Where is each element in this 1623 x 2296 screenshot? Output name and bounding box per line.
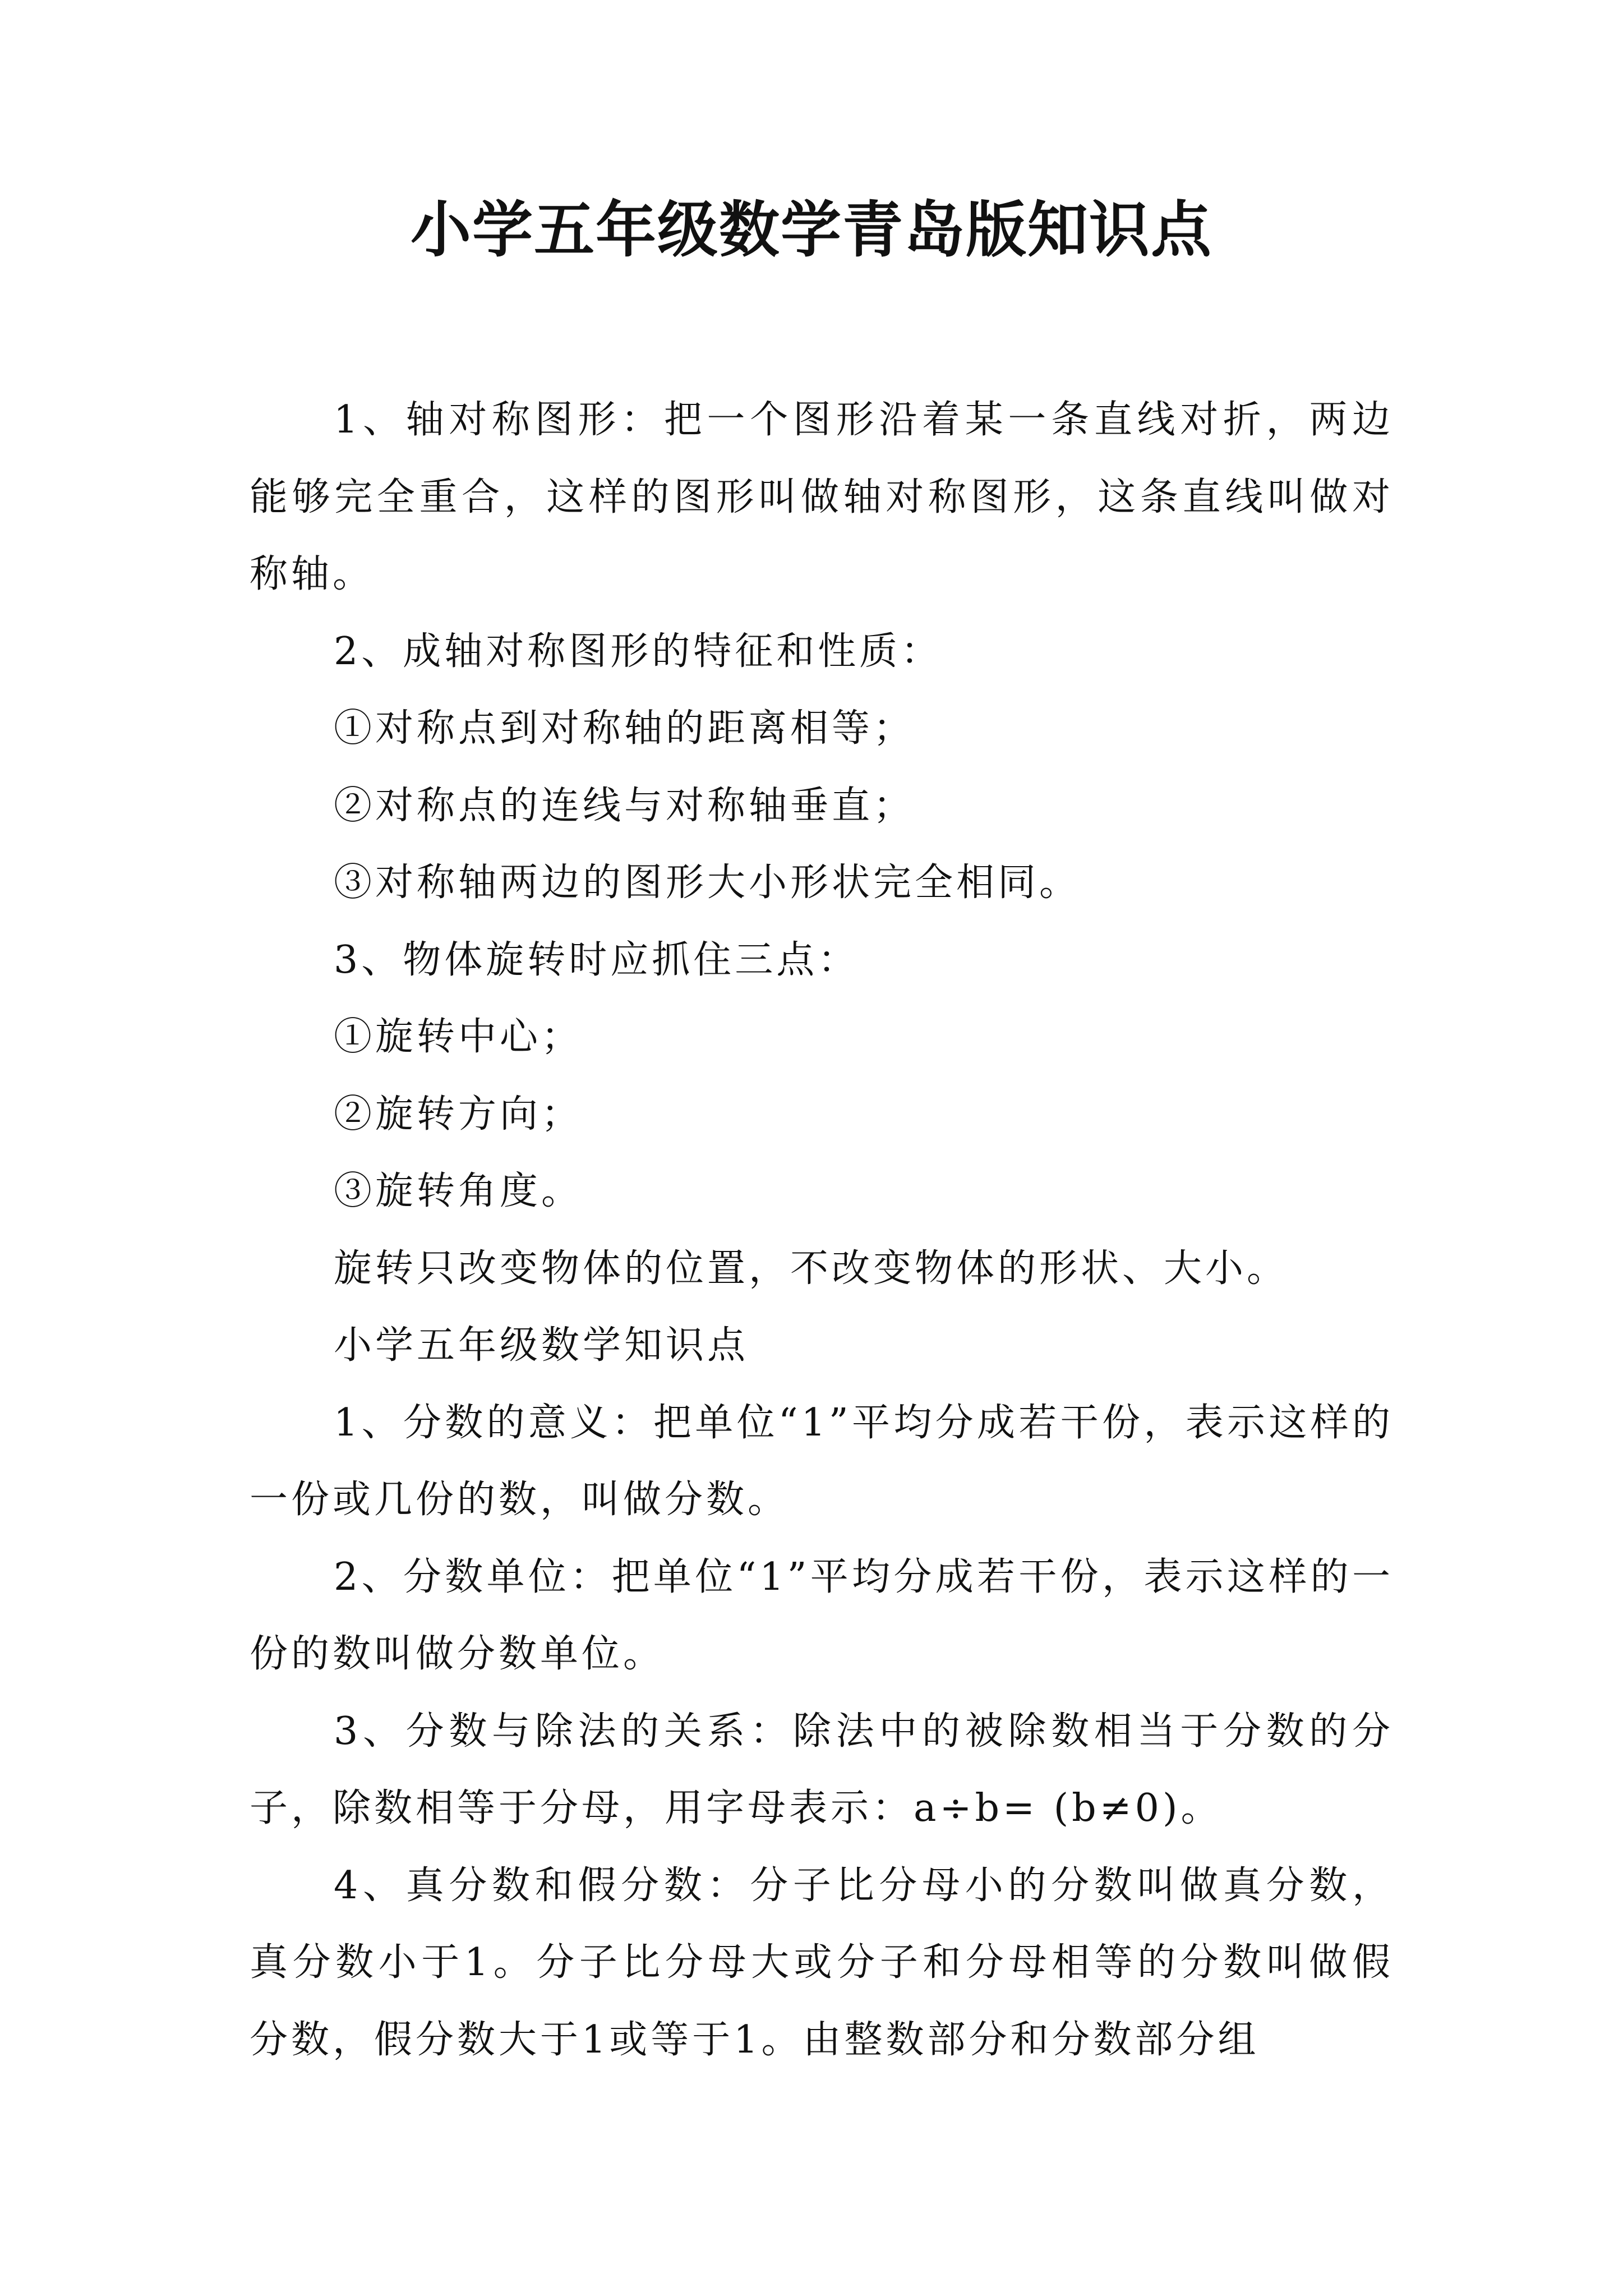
paragraph: 4、真分数和假分数：分子比分母小的分数叫做真分数，真分数小于1。分子比分母大或分子和分母相等的分数叫做假分数，假分数大于1或等于1。由整数部分和分数部分组 [250,1863,1394,2062]
paragraph: 3、物体旋转时应抓住三点： [334,937,860,982]
document-title: 小学五年级数学青岛版知识点 [410,195,1212,265]
paragraph: ②对称点的连线与对称轴垂直； [334,783,915,828]
paragraph: 3、分数与除法的关系：除法中的被除数相当于分数的分子，除数相等于分母，用字母表示：a÷b= (b≠0)。 [250,1709,1394,1830]
document-body [250,381,1394,2078]
paragraph: 旋转只改变物体的位置，不改变物体的形状、大小。 [334,1246,1289,1291]
paragraph: 1、轴对称图形：把一个图形沿着某一条直线对折，两边能够完全重合，这样的图形叫做轴对称图形，这条直线叫做对称轴。 [250,398,1394,596]
paragraph: ③对称轴两边的图形大小形状完全相同。 [334,861,1081,905]
paragraph: ①对称点到对称轴的距离相等； [334,706,915,751]
paragraph: 2、成轴对称图形的特征和性质： [334,629,943,674]
paragraph: ③旋转角度。 [334,1169,583,1213]
paragraph: 2、分数单位：把单位“1”平均分成若干份，表示这样的一份的数叫做分数单位。 [250,1554,1394,1676]
section-heading: 小学五年级数学知识点 [334,1323,749,1368]
paragraph: 1、分数的意义：把单位“1”平均分成若干份，表示这样的一份或几份的数，叫做分数。 [250,1400,1394,1522]
paragraph: ①旋转中心； [334,1015,583,1059]
paragraph: ②旋转方向； [334,1092,583,1137]
